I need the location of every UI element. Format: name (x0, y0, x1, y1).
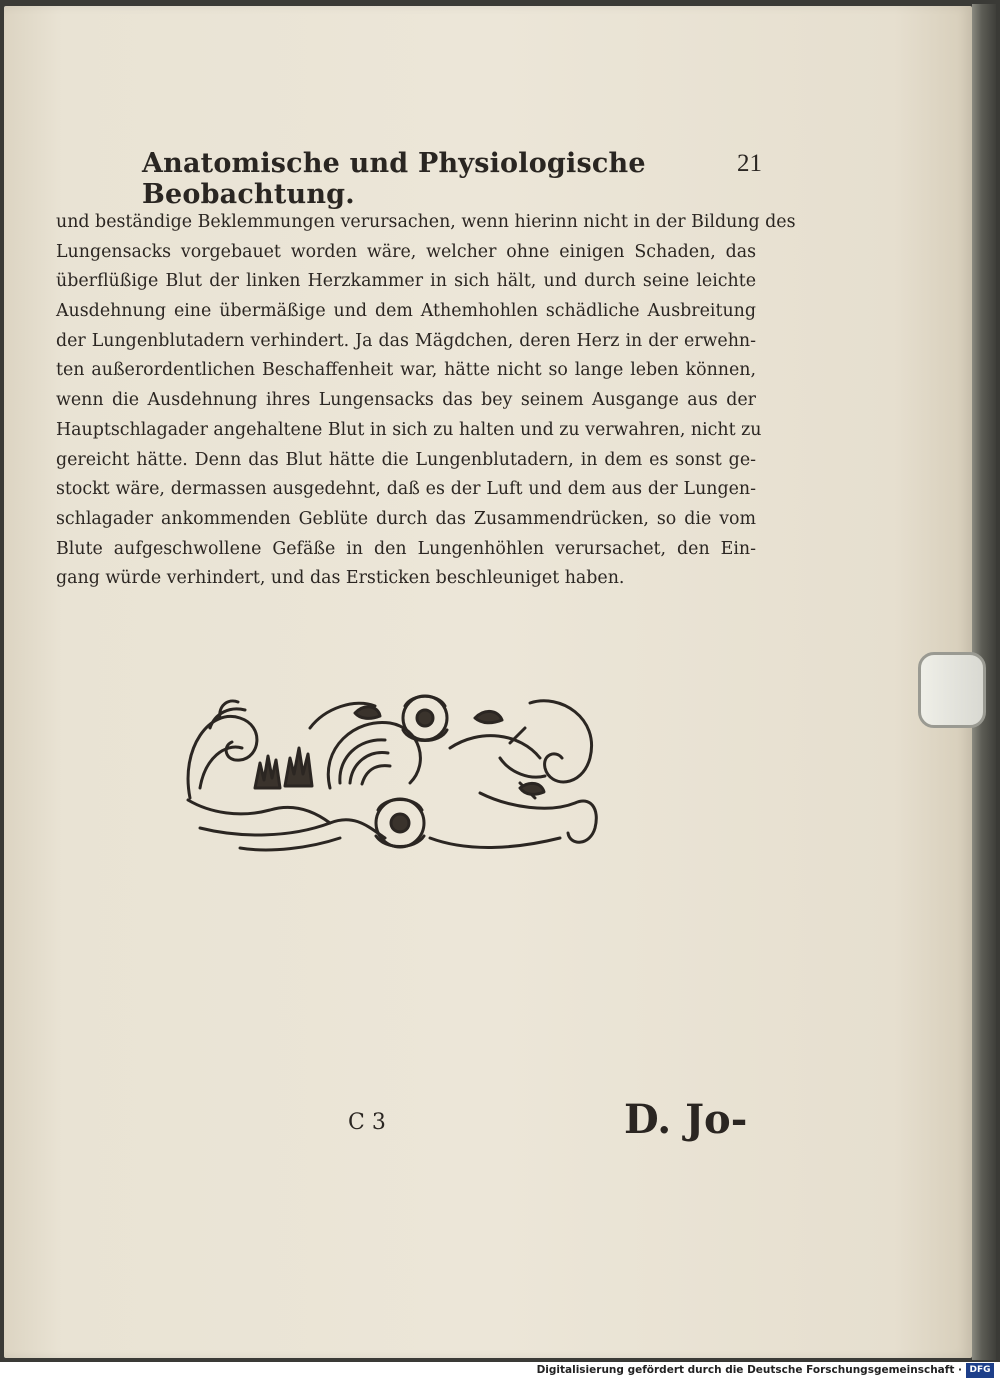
page-header (142, 148, 762, 210)
text-line: und beständige Beklemmungen verursachen, wenn hierinn nicht in der Bildung des (56, 212, 796, 232)
credit-bar (0, 1362, 1000, 1380)
text-line: überflüßige Blut der linken Herzkammer in sich hält, und durch seine leichte (56, 271, 756, 292)
text-line: wenn die Ausdehnung ihres Lungensacks das bey seinem Ausgange aus der (56, 390, 756, 411)
signature-mark: C 3 (348, 1110, 386, 1135)
running-title: Anatomische und Physiologische Beobachtung. (142, 148, 646, 210)
woodcut-floral-vignette-icon (180, 688, 610, 863)
text-line: Lungensacks vorgebauet worden wäre, welcher ohne einigen Schaden, das (56, 241, 756, 262)
credit-text: Digitalisierung gefördert durch die Deutsche Forschungsgemeinschaft · (536, 1364, 962, 1376)
text-line: der Lungenblutadern verhindert. Ja das Mägdchen, deren Herz in der erwehn- (56, 330, 756, 351)
page-footer (0, 1090, 1000, 1150)
text-line: ten außerordentlichen Beschaffenheit war, hätte nicht so lange leben können, (56, 360, 756, 381)
page-clip-tab (918, 652, 986, 728)
text-line: Hauptschlagader angehaltene Blut in sich zu halten und zu verwahren, nicht zu (56, 419, 762, 440)
text-line: gang würde verhindert, und das Ersticken beschleuniget haben. (56, 568, 625, 589)
text-line: gereicht hätte. Denn das Blut hätte die Lungenblutadern, in dem es sonst ge- (56, 449, 756, 470)
text-line: Blute aufgeschwollene Gefäße in den Lungenhöhlen verursachet, den Ein- (56, 538, 756, 559)
dfg-logo-icon: DFG (966, 1363, 994, 1378)
body-text (56, 208, 796, 594)
catchword: D. Jo- (624, 1096, 748, 1143)
page-number: 21 (737, 150, 762, 177)
text-line: stockt wäre, dermassen ausgedehnt, daß es der Luft und dem aus der Lungen- (56, 479, 756, 500)
text-line: Ausdehnung eine übermäßige und dem Athemhohlen schädliche Ausbreitung (56, 301, 756, 322)
text-line: schlagader ankommenden Geblüte durch das Zusammendrücken, so die vom (56, 508, 756, 529)
